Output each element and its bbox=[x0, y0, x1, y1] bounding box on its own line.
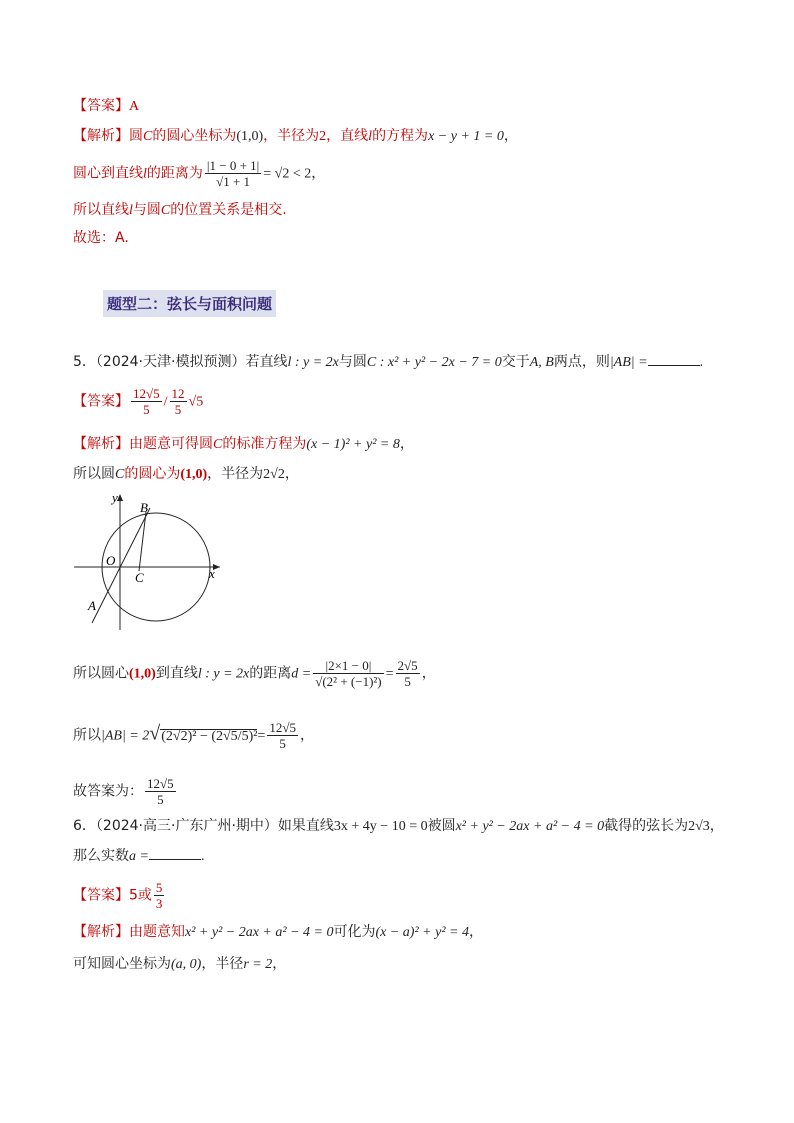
center-coords: (1,0) bbox=[129, 666, 156, 682]
fraction-denominator: 5 bbox=[174, 402, 182, 417]
chord-result bbox=[267, 720, 298, 751]
y-label: y bbox=[112, 490, 118, 505]
text: 若直线 bbox=[245, 354, 288, 370]
answer-fraction bbox=[154, 880, 165, 911]
equals: = bbox=[257, 728, 266, 744]
radius-value: 2 bbox=[319, 129, 327, 144]
text: 由题意知 bbox=[129, 924, 185, 940]
text: 与圆 bbox=[132, 202, 161, 218]
text: 截得的弦长为 bbox=[604, 818, 689, 834]
q4-analysis-line-3 bbox=[73, 200, 287, 221]
text: 所以 bbox=[73, 727, 101, 744]
fraction-numerator: 2√5 bbox=[397, 658, 418, 673]
text: 如果直线 bbox=[277, 818, 334, 834]
text: ，直线 bbox=[326, 128, 369, 144]
fraction-denominator: 5 bbox=[404, 674, 411, 689]
line-equation: l : y = 2x bbox=[197, 666, 250, 682]
var-c: C bbox=[213, 437, 223, 452]
question-number: 5． bbox=[73, 354, 96, 370]
text: 可化为 bbox=[333, 924, 376, 940]
answer-tag: 【答案】 bbox=[73, 887, 129, 904]
radicand: (2√2)² − (2√5/5)² bbox=[161, 728, 258, 744]
fraction-numerator: 12√5 bbox=[147, 776, 174, 791]
comma: ， bbox=[421, 665, 436, 682]
text: 的方程为 bbox=[372, 128, 429, 144]
chord-value: 2√3 bbox=[688, 819, 710, 834]
q5-analysis-line-3 bbox=[73, 658, 436, 689]
point-b-label: B bbox=[140, 500, 148, 515]
answer-tag: 【答案】 bbox=[73, 98, 129, 114]
distance-result: = √2 < 2 bbox=[263, 166, 312, 182]
analysis-tag: 【解析】 bbox=[73, 924, 129, 940]
fraction-denominator: 5 bbox=[157, 792, 164, 807]
fraction-denominator: √(2² + (−1)²) bbox=[315, 674, 382, 689]
standard-equation: (x − a)² + y² = 4 bbox=[375, 925, 469, 940]
comma: ， bbox=[311, 165, 326, 182]
q4-conclusion bbox=[73, 228, 129, 248]
q4-answer-line bbox=[73, 96, 139, 117]
comma: ， bbox=[468, 924, 483, 940]
x-label: x bbox=[209, 566, 215, 581]
text: 两点，则 bbox=[553, 354, 610, 370]
analysis-tag: 【解析】 bbox=[73, 128, 129, 144]
q5-analysis-line-2 bbox=[73, 464, 299, 485]
circle-equation: C : x² + y² − 2x − 7 = 0 bbox=[366, 355, 502, 370]
segment-cb bbox=[139, 512, 146, 571]
y-axis-arrow bbox=[117, 494, 123, 501]
answer-fraction-1 bbox=[131, 386, 162, 417]
chord-length: |AB| = bbox=[609, 355, 648, 370]
text: ，半径 bbox=[201, 956, 244, 972]
circle-equation: x² + y² − 2ax + a² − 4 = 0 bbox=[185, 925, 334, 940]
radical-sign: √ bbox=[149, 722, 161, 745]
line-equation: l : y = 2x bbox=[287, 355, 339, 370]
text: 故答案为： bbox=[73, 783, 143, 800]
distance-fraction bbox=[313, 658, 383, 689]
text: 圆心到直线 bbox=[73, 165, 143, 182]
comma: ， bbox=[299, 727, 314, 744]
radius-value: r = 2 bbox=[243, 957, 273, 972]
var-l: l bbox=[143, 166, 147, 182]
text: 的位置关系是相交. bbox=[170, 202, 287, 218]
q4-analysis-line-1 bbox=[73, 126, 518, 147]
conclusion-text: 故选：A. bbox=[73, 230, 129, 246]
fraction-denominator: 5 bbox=[279, 736, 286, 751]
q6-analysis-line-2 bbox=[73, 954, 286, 975]
origin-label: O bbox=[106, 553, 116, 568]
text: 的距离 bbox=[249, 665, 292, 682]
final-fraction bbox=[145, 776, 176, 807]
text: 可知圆心坐标为 bbox=[73, 956, 171, 972]
text: 所以圆心 bbox=[73, 665, 129, 682]
question-source: （2024·高三·广东广州·期中） bbox=[95, 818, 278, 834]
answer-blank bbox=[648, 353, 700, 366]
center-coords: (1,0) bbox=[180, 467, 208, 482]
answer-tag: 【答案】 bbox=[73, 393, 129, 410]
question-number: 6． bbox=[73, 818, 96, 834]
chord-formula: |AB| = 2 bbox=[101, 728, 150, 744]
distance-result bbox=[396, 658, 420, 689]
text: 到直线 bbox=[155, 665, 198, 682]
q6-stem-line-1 bbox=[73, 816, 724, 837]
text: 的距离为 bbox=[146, 165, 203, 182]
comma: ， bbox=[709, 818, 724, 834]
point-a-label: A bbox=[88, 598, 96, 613]
answer-blank bbox=[149, 847, 201, 860]
fraction-numerator: 12 bbox=[171, 386, 185, 401]
fraction-denominator: √1 + 1 bbox=[216, 174, 251, 189]
standard-equation: (x − 1)² + y² = 8 bbox=[306, 437, 400, 452]
text: 圆 bbox=[129, 128, 143, 144]
equals: = bbox=[385, 666, 394, 682]
answer-fraction-2 bbox=[170, 386, 187, 417]
text: 所以直线 bbox=[73, 202, 129, 218]
text: ，半径为 bbox=[263, 128, 320, 144]
center-coords: (1,0) bbox=[236, 129, 264, 144]
comma: ， bbox=[284, 466, 299, 482]
var-c: C bbox=[160, 203, 171, 218]
fraction-numerator: 5 bbox=[155, 880, 163, 895]
circle-figure bbox=[70, 490, 230, 635]
var-l: l bbox=[129, 203, 133, 218]
section-heading: 题型二：弦长与面积问题 bbox=[103, 290, 276, 317]
text: 交于 bbox=[501, 354, 530, 370]
radius-value: 2√2 bbox=[263, 467, 285, 482]
text: 所以圆 bbox=[73, 466, 115, 482]
variable-a: a = bbox=[129, 849, 149, 864]
var-c: C bbox=[115, 467, 125, 482]
q5-analysis-line-4 bbox=[73, 720, 314, 751]
q5-final-answer bbox=[73, 776, 178, 807]
line-equation: x − y + 1 = 0 bbox=[428, 129, 504, 144]
question-source: （2024·天津·模拟预测） bbox=[95, 354, 246, 370]
text: 的圆心坐标为 bbox=[152, 128, 237, 144]
fraction-numerator: 12√5 bbox=[133, 386, 160, 401]
text: 由题意可得圆 bbox=[129, 436, 213, 452]
q4-analysis-line-2 bbox=[73, 158, 325, 189]
comma: ， bbox=[399, 436, 414, 452]
fraction-numerator: |1 − 0 + 1| bbox=[206, 158, 260, 173]
fraction-denominator: 5 bbox=[143, 402, 150, 417]
points: A, B bbox=[529, 355, 554, 370]
answer-tail: √5 bbox=[188, 394, 204, 410]
answer-text: 5或 bbox=[129, 887, 152, 904]
fraction-numerator: |2×1 − 0| bbox=[313, 658, 383, 674]
q6-analysis-line-1 bbox=[73, 922, 483, 943]
q6-stem-line-2: 那么实数a = . bbox=[73, 848, 205, 864]
comma: ， bbox=[272, 956, 287, 972]
q5-answer-line bbox=[73, 386, 203, 417]
text: 与圆 bbox=[338, 354, 367, 370]
fraction-numerator: 12√5 bbox=[269, 720, 296, 735]
distance-label: d = bbox=[291, 666, 312, 682]
text: 那么实数 bbox=[73, 848, 129, 864]
distance-fraction bbox=[205, 158, 261, 189]
var-l: l bbox=[368, 129, 373, 144]
text: 的标准方程为 bbox=[222, 436, 307, 452]
center-label: C bbox=[135, 570, 144, 585]
fraction-denominator: 3 bbox=[155, 896, 163, 911]
center-coords: (a, 0) bbox=[171, 957, 202, 972]
line-equation: 3x + 4y − 10 = 0 bbox=[333, 819, 428, 834]
text: 的圆心为 bbox=[124, 466, 181, 482]
q6-answer-line bbox=[73, 880, 166, 911]
q5-analysis-line-1 bbox=[73, 434, 414, 455]
text: ，半径为 bbox=[207, 466, 264, 482]
answer-value: A bbox=[129, 99, 140, 114]
circle-equation: x² + y² − 2ax + a² − 4 = 0 bbox=[455, 819, 605, 834]
var-c: C bbox=[143, 129, 153, 144]
analysis-tag: 【解析】 bbox=[73, 436, 129, 452]
text: 被圆 bbox=[427, 818, 456, 834]
separator: / bbox=[163, 394, 168, 410]
comma: ， bbox=[503, 128, 518, 144]
q5-stem: 5．（2024·天津·模拟预测）若直线l : y = 2x与圆C : x² + y² − 2x − 7 = 0交于A, B两点，则|AB| = . bbox=[73, 354, 704, 370]
